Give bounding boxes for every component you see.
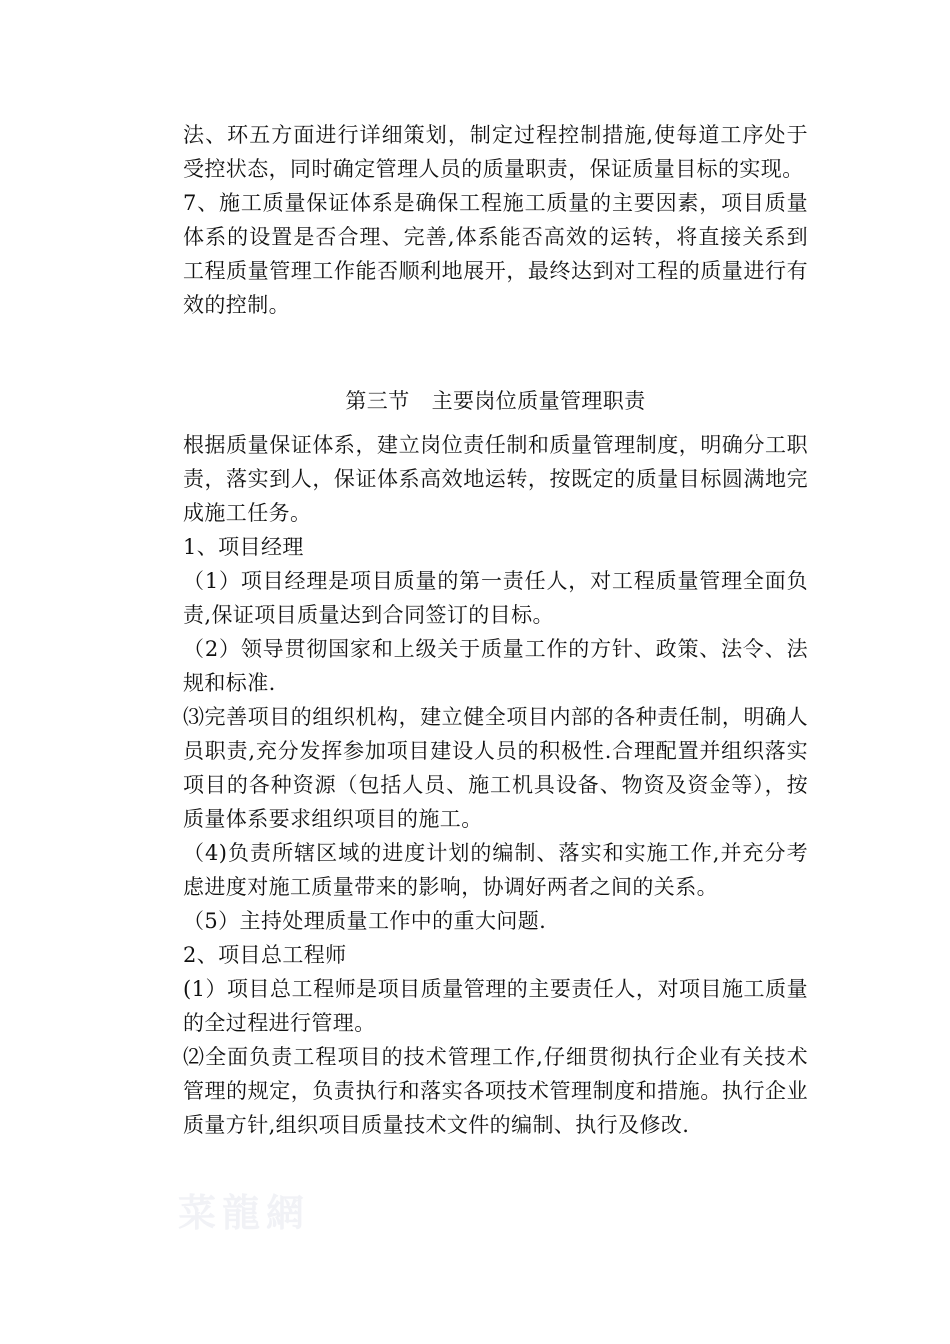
role-2-item: ⑵全面负责工程项目的技术管理工作,仔细贯彻执行企业有关技术管理的规定，负责执行和落实各项技术管理制度和措施。执行企业质量方针,组织项目质量技术文件的编制、执行及修改.	[183, 1045, 808, 1137]
role-1-item: （2）领导贯彻国家和上级关于质量工作的方针、政策、法令、法规和标准.	[183, 637, 808, 695]
section-heading-title: 主要岗位质量管理职责	[431, 389, 646, 413]
section-spacer	[183, 322, 808, 384]
section-intro-paragraph: 根据质量保证体系，建立岗位责任制和质量管理制度，明确分工职责，落实到人，保证体系高效地运转，按既定的质量目标圆满地完成施工任务。	[183, 433, 808, 525]
role-2-item: (1）项目总工程师是项目质量管理的主要责任人，对项目施工质量的全过程进行管理。	[183, 977, 808, 1035]
role-1-title: 1、项目经理	[183, 535, 304, 559]
document-body	[183, 118, 808, 1142]
role-1-item: （4)负责所辖区域的进度计划的编制、落实和实施工作,并充分考虑进度对施工质量带来的影响，协调好两者之间的关系。	[183, 841, 808, 899]
role-1-item: （1）项目经理是项目质量的第一责任人，对工程质量管理全面负责,保证项目质量达到合同签订的目标。	[183, 569, 808, 627]
item-7-paragraph: 7、施工质量保证体系是确保工程施工质量的主要因素，项目质量体系的设置是否合理、完善,体系能否高效的运转，将直接关系到工程质量管理工作能否顺利地展开，最终达到对工程的质量进行有效的控制。	[183, 191, 808, 317]
section-heading	[183, 384, 808, 418]
role-2-title: 2、项目总工程师	[183, 943, 347, 967]
role-1-item: （5）主持处理质量工作中的重大问题.	[183, 909, 547, 933]
watermark: 菜龍網	[178, 1190, 311, 1235]
section-heading-number: 第三节	[345, 389, 410, 413]
intro-paragraph: 法、环五方面进行详细策划，制定过程控制措施,使每道工序处于受控状态，同时确定管理人员的质量职责，保证质量目标的实现。	[183, 123, 808, 181]
role-1-item: ⑶完善项目的组织机构，建立健全项目内部的各种责任制，明确人员职责,充分发挥参加项目建设人员的积极性.合理配置并组织落实项目的各种资源（包括人员、施工机具设备、物资及资金等），按质量体系要求组织项目的施工。	[183, 705, 808, 831]
